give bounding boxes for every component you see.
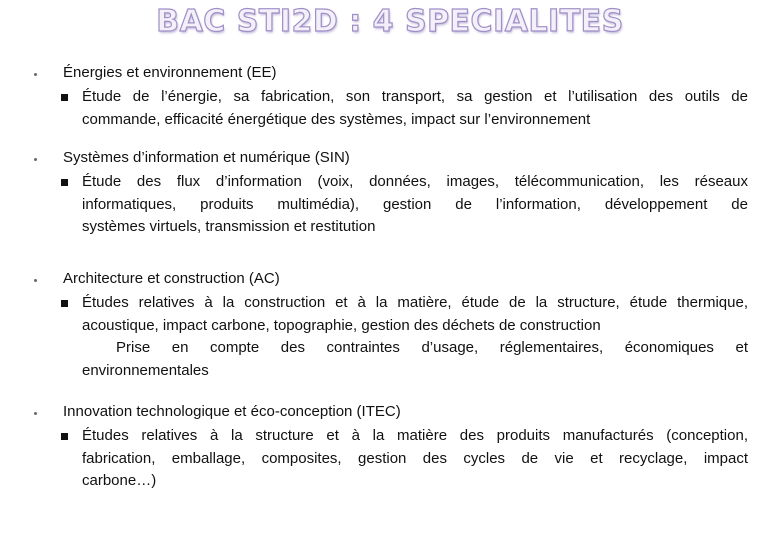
bullet-dot-icon (34, 73, 37, 76)
description-line: commande, efficacité énergétique des systèmes, impact sur l’environnement (82, 110, 591, 128)
section-description (82, 86, 748, 131)
description-line: fabrication, emballage, composites, gestion des cycles de vie et recyclage, impact (82, 449, 748, 467)
bullet-dot-icon (34, 158, 37, 161)
page-title: BAC STI2D : 4 SPECIALITES (156, 4, 624, 39)
square-bullet-icon (61, 433, 68, 440)
section-description (82, 171, 748, 239)
bullet-dot-icon (34, 412, 37, 415)
description-line: systèmes virtuels, transmission et restitution (82, 218, 376, 235)
section-heading: Énergies et environnement (EE) (63, 64, 277, 81)
description-line: Étude des flux d’information (voix, données, images, télécommunication, les réseaux (82, 173, 748, 190)
description-line: Étude de l’énergie, sa fabrication, son transport, sa gestion et l’utilisation des outils de (82, 88, 748, 105)
section-heading: Innovation technologique et éco-conception (ITEC) (63, 403, 401, 420)
description-line: Études relatives à la structure et à la matière des produits manufacturés (conception, (82, 427, 748, 444)
bullet-dot-icon (34, 279, 37, 282)
square-bullet-icon (61, 300, 68, 307)
description-line: acoustique, impact carbone, topographie, gestion des déchets de construction (82, 316, 601, 334)
section-description (82, 292, 748, 382)
description-line: Études relatives à la construction et à la matière, étude de la structure, étude thermique, (82, 294, 748, 311)
title-container (0, 4, 780, 39)
description-line: informatiques, produits multimédia), gestion de l’information, développement de (82, 195, 748, 213)
square-bullet-icon (61, 94, 68, 101)
section-heading: Systèmes d’information et numérique (SIN) (63, 149, 350, 166)
description-line: environnementales (82, 361, 209, 379)
section-description (82, 425, 748, 493)
section-heading: Architecture et construction (AC) (63, 270, 280, 287)
description-line: carbone…) (82, 472, 157, 489)
square-bullet-icon (61, 179, 68, 186)
description-line: Prise en compte des contraintes d’usage, réglementaires, économiques et (116, 339, 748, 356)
